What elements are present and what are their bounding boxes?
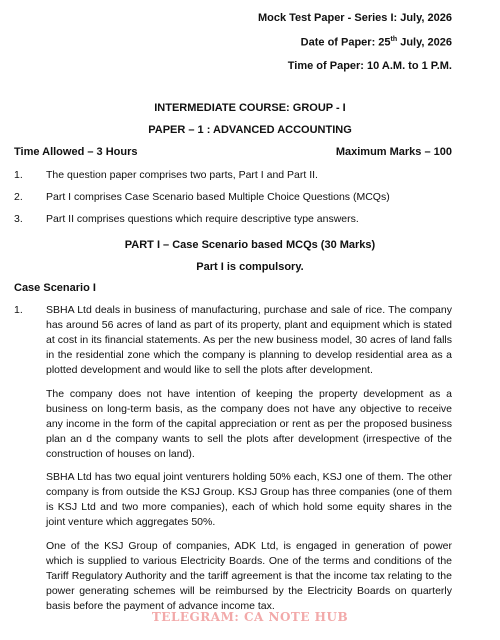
time-allowed: Time Allowed – 3 Hours <box>14 146 138 158</box>
date-superscript: th <box>390 36 398 43</box>
case-paragraph: SBHA Ltd has two equal joint venturers holding 50% each, KSJ one of them. The other company is from outside the KSJ Group. KSJ Group has three companies (one of them is KSJ Ltd and two more companies), each of which hold some equity shares in the joint venture which aggregates 50%. <box>46 471 452 528</box>
time-marks-row <box>14 146 452 158</box>
case-paragraph: SBHA Ltd deals in business of manufacturing, purchase and sale of rice. The company has around 56 acres of land as part of its property, plant and equipment which is stated at cost in its financial statements. As per the new business model, 30 acres of land falls in the residential zone which the company is planning to develop residential area as a plotted development and would like to sell the plots after development. <box>46 304 452 376</box>
instruction-text: The question paper comprises two parts, Part I and Part II. <box>46 169 318 181</box>
date-prefix: Date of Paper: 25 <box>300 36 391 49</box>
instruction-number: 3. <box>14 213 23 225</box>
maximum-marks: Maximum Marks – 100 <box>335 146 452 158</box>
date-line <box>301 36 452 49</box>
paper-title: PAPER – 1 : ADVANCED ACCOUNTING <box>148 124 352 136</box>
case-paragraph: The company does not have intention of keeping the property development as a business on long-term basis, as the company does not have any objective to receive any income in the form of the capital appreciation or rent as per the proposed business plan an d the company wants to sell the plots after development (irrespective of the construction of houses on land). <box>46 388 452 460</box>
instruction-text: Part II comprises questions which require descriptive type answers. <box>46 213 359 225</box>
watermark: TELEGRAM: CA NOTE HUB <box>151 610 349 624</box>
date-suffix: July, 2026 <box>397 36 452 49</box>
case-title: Case Scenario I <box>14 282 96 294</box>
part-title: PART I – Case Scenario based MCQs (30 Marks) <box>124 239 376 251</box>
instruction-number: 1. <box>14 169 23 181</box>
time-line: Time of Paper: 10 A.M. to 1 P.M. <box>287 60 452 72</box>
instruction-text: Part I comprises Case Scenario based Multiple Choice Questions (MCQs) <box>46 191 390 203</box>
part-note: Part I is compulsory. <box>196 261 304 273</box>
course-title: INTERMEDIATE COURSE: GROUP - I <box>154 102 346 114</box>
instruction-number: 2. <box>14 191 23 203</box>
case-paragraph: One of the KSJ Group of companies, ADK Ltd, is engaged in generation of power which is supplied to various Electricity Boards. One of the terms and conditions of the Tariff Regulatory Authority and the tariff agreement is that the income tax relating to the power generating schemes will be reimbursed by the Electricity Boards on quarterly basis before the payment of advance income tax. <box>46 540 452 612</box>
series-line: Mock Test Paper - Series I: July, 2026 <box>257 12 452 24</box>
question-number: 1. <box>14 304 23 316</box>
